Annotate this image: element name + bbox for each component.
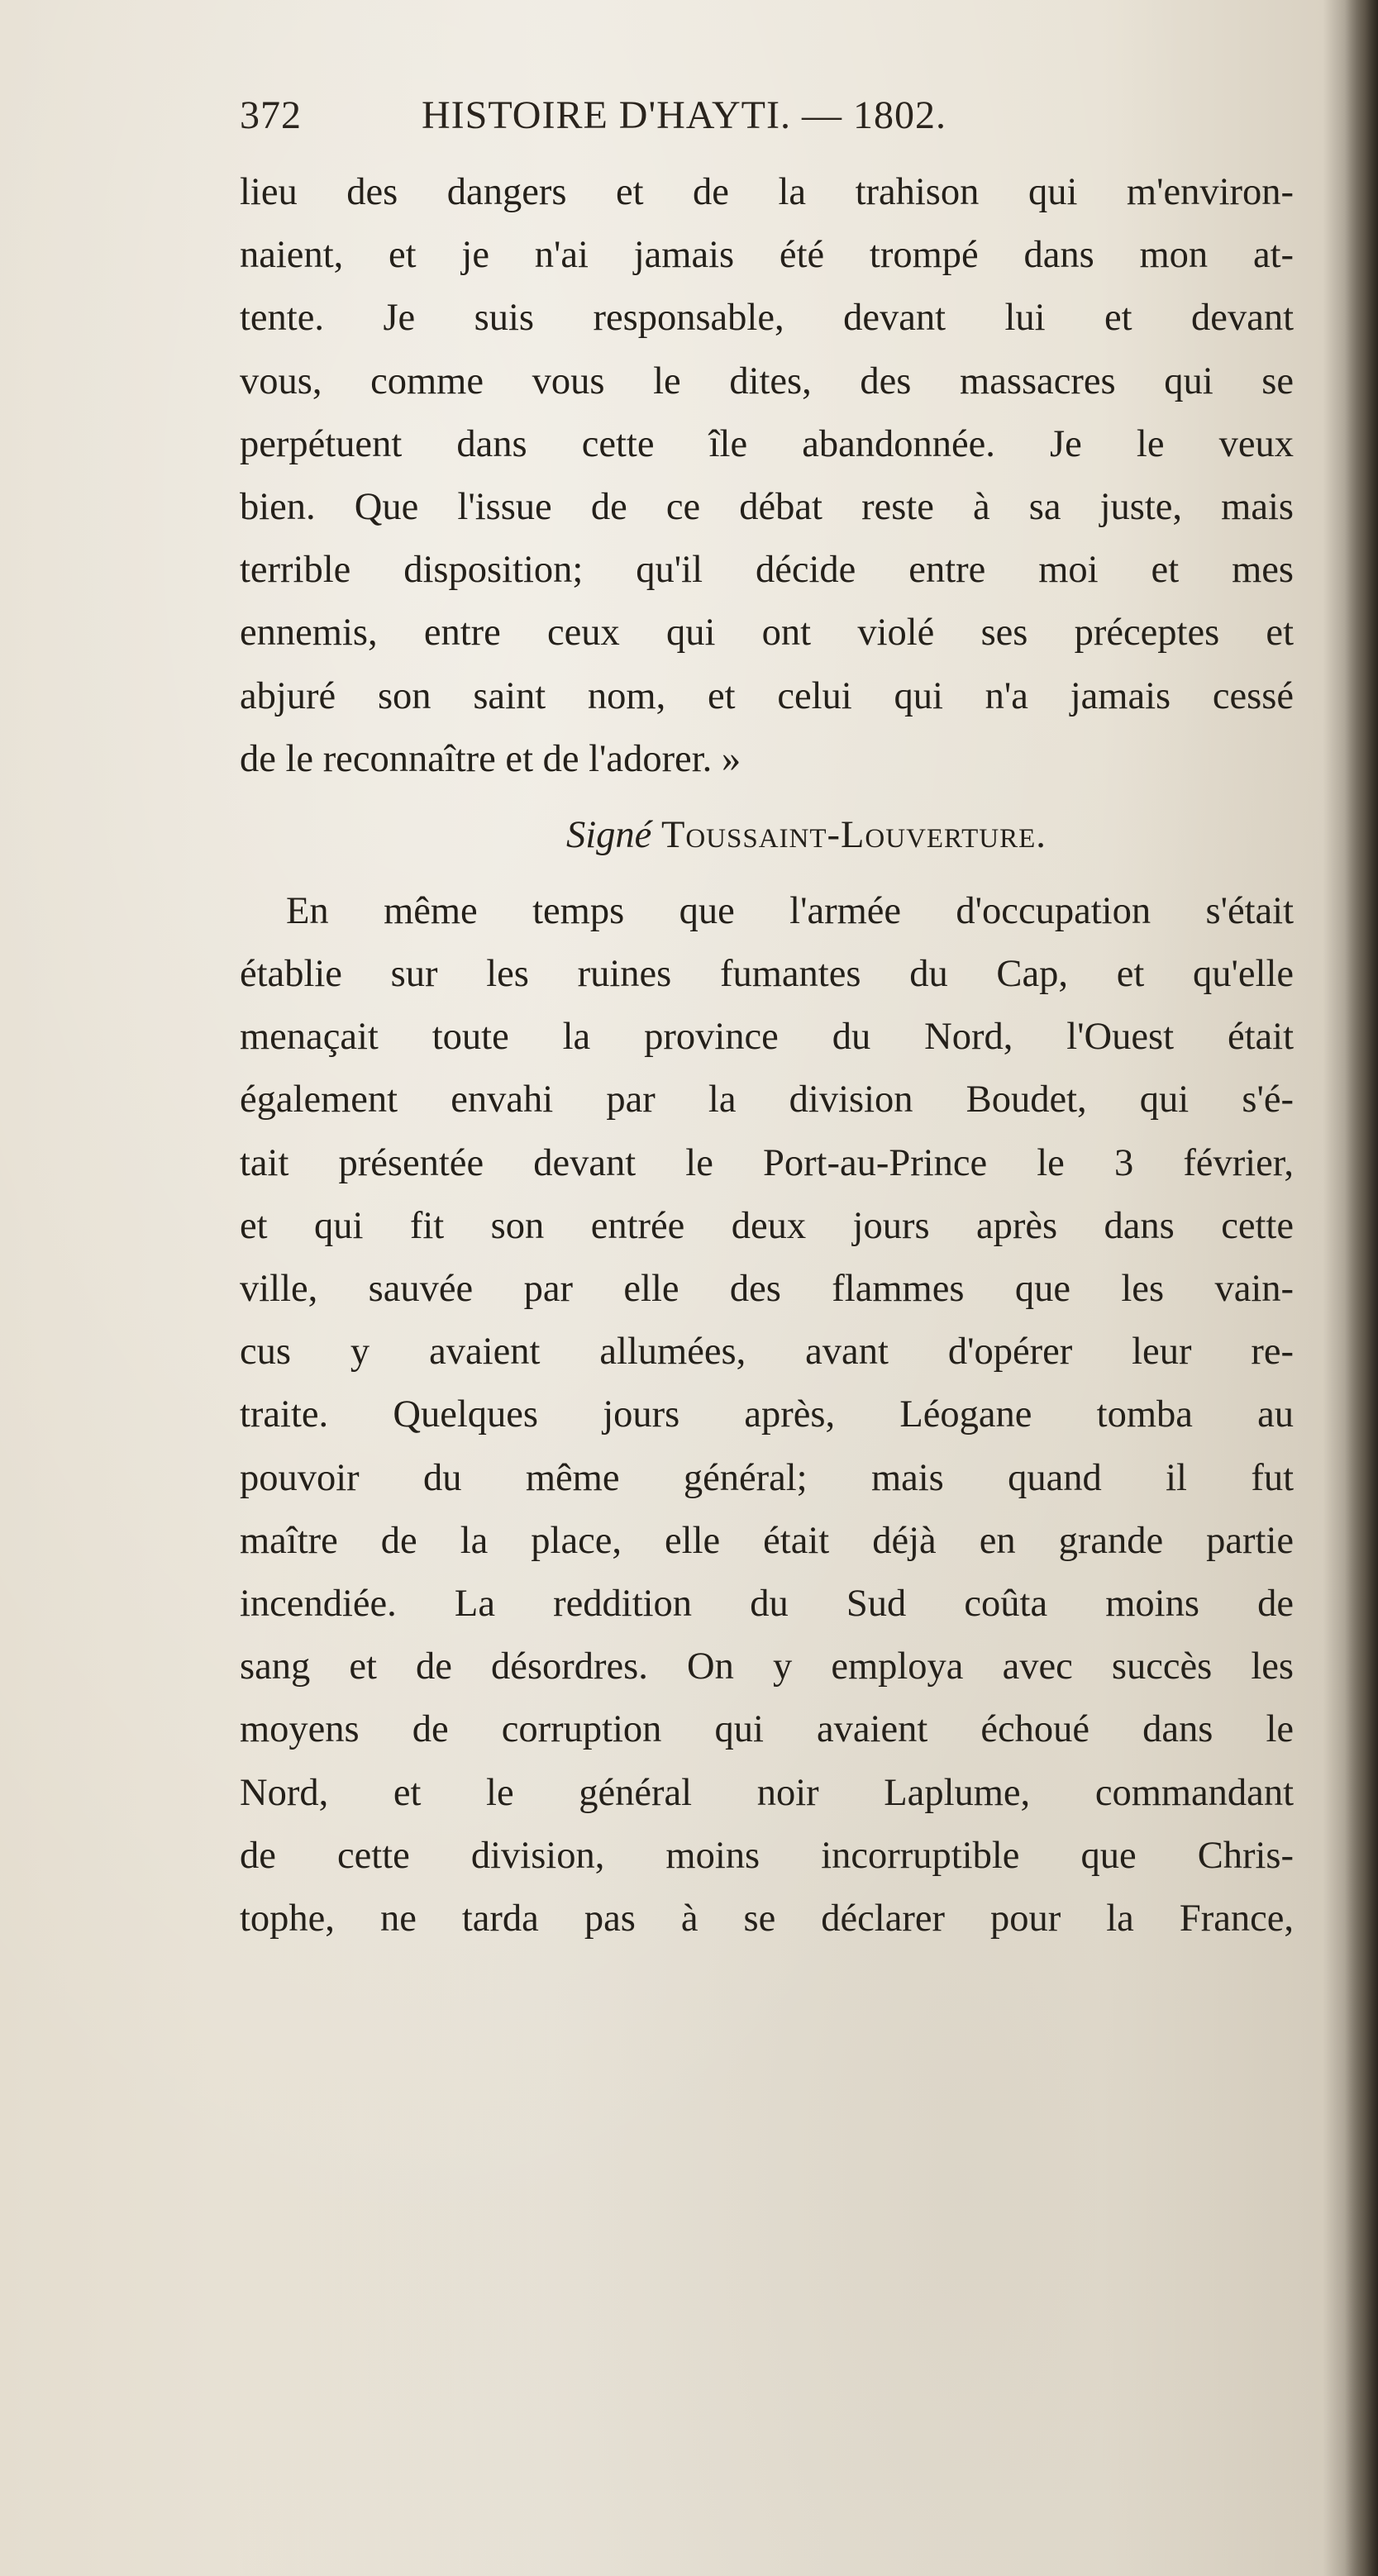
text-line: menaçait toute la province du Nord, l'Ouest était [240, 1016, 1294, 1059]
text-line: perpétuent dans cette île abandonnée. Je le veux [240, 422, 1294, 465]
text-line: établie sur les ruines fumantes du Cap, et qu'elle [240, 953, 1294, 996]
text-line: ville, sauvée par elle des flammes que les vain- [240, 1268, 1294, 1310]
text-line: naient, et je n'ai jamais été trompé dans mon at- [240, 234, 1294, 277]
text-line: ennemis, entre ceux qui ont violé ses préceptes et [240, 612, 1294, 655]
text-line: sang et de désordres. On y employa avec succès les [240, 1645, 1294, 1688]
signature [240, 802, 1294, 869]
paragraph-narrative [240, 880, 1294, 1950]
page-body [240, 161, 1294, 1950]
text-line: tophe, ne tarda pas à se déclarer pour la France, [240, 1897, 1294, 1940]
text-line: de cette division, moins incorruptible que Chris- [240, 1834, 1294, 1877]
text-line: abjuré son saint nom, et celui qui n'a jamais cessé [240, 674, 1294, 717]
text-line: cus y avaient allumées, avant d'opérer leur re- [240, 1331, 1294, 1374]
text-line: moyens de corruption qui avaient échoué dans le [240, 1708, 1294, 1751]
text-line: Nord, et le général noir Laplume, commandant [240, 1771, 1294, 1814]
text-line: tente. Je suis responsable, devant lui et devant [240, 297, 1294, 340]
paragraph-letter-ending [240, 161, 1294, 791]
text-line: terrible disposition; qu'il décide entre moi et mes [240, 549, 1294, 592]
text-line: bien. Que l'issue de ce débat reste à sa juste, mais [240, 485, 1294, 528]
text-line: lieu des dangers et de la trahison qui m'environ- [240, 171, 1294, 213]
text-line: traite. Quelques jours après, Léogane tomba au [240, 1393, 1294, 1436]
text-line: incendiée. La reddition du Sud coûta moins de [240, 1582, 1294, 1625]
text-line: de le reconnaître et de l'adorer. » [240, 737, 741, 780]
text-line: également envahi par la division Boudet, qui s'é- [240, 1078, 1294, 1121]
text-line: et qui fit son entrée deux jours après dans cette [240, 1204, 1294, 1247]
text-line: En même temps que l'armée d'occupation s'était [286, 889, 1294, 932]
text-line: maître de la place, elle était déjà en grande partie [240, 1519, 1294, 1562]
running-header [240, 93, 1290, 150]
text-line: tait présentée devant le Port-au-Prince le 3 février, [240, 1141, 1294, 1184]
page-edge-shadow [1345, 0, 1378, 2576]
signature-name: Toussaint-Louverture. [660, 813, 1047, 856]
signature-prefix: Signé [566, 813, 652, 856]
text-line: pouvoir du même général; mais quand il fut [240, 1456, 1294, 1499]
running-title: HISTOIRE D'HAYTI. — 1802. [422, 93, 946, 137]
page-number: 372 [240, 93, 302, 137]
text-line: vous, comme vous le dites, des massacres qui se [240, 359, 1294, 402]
